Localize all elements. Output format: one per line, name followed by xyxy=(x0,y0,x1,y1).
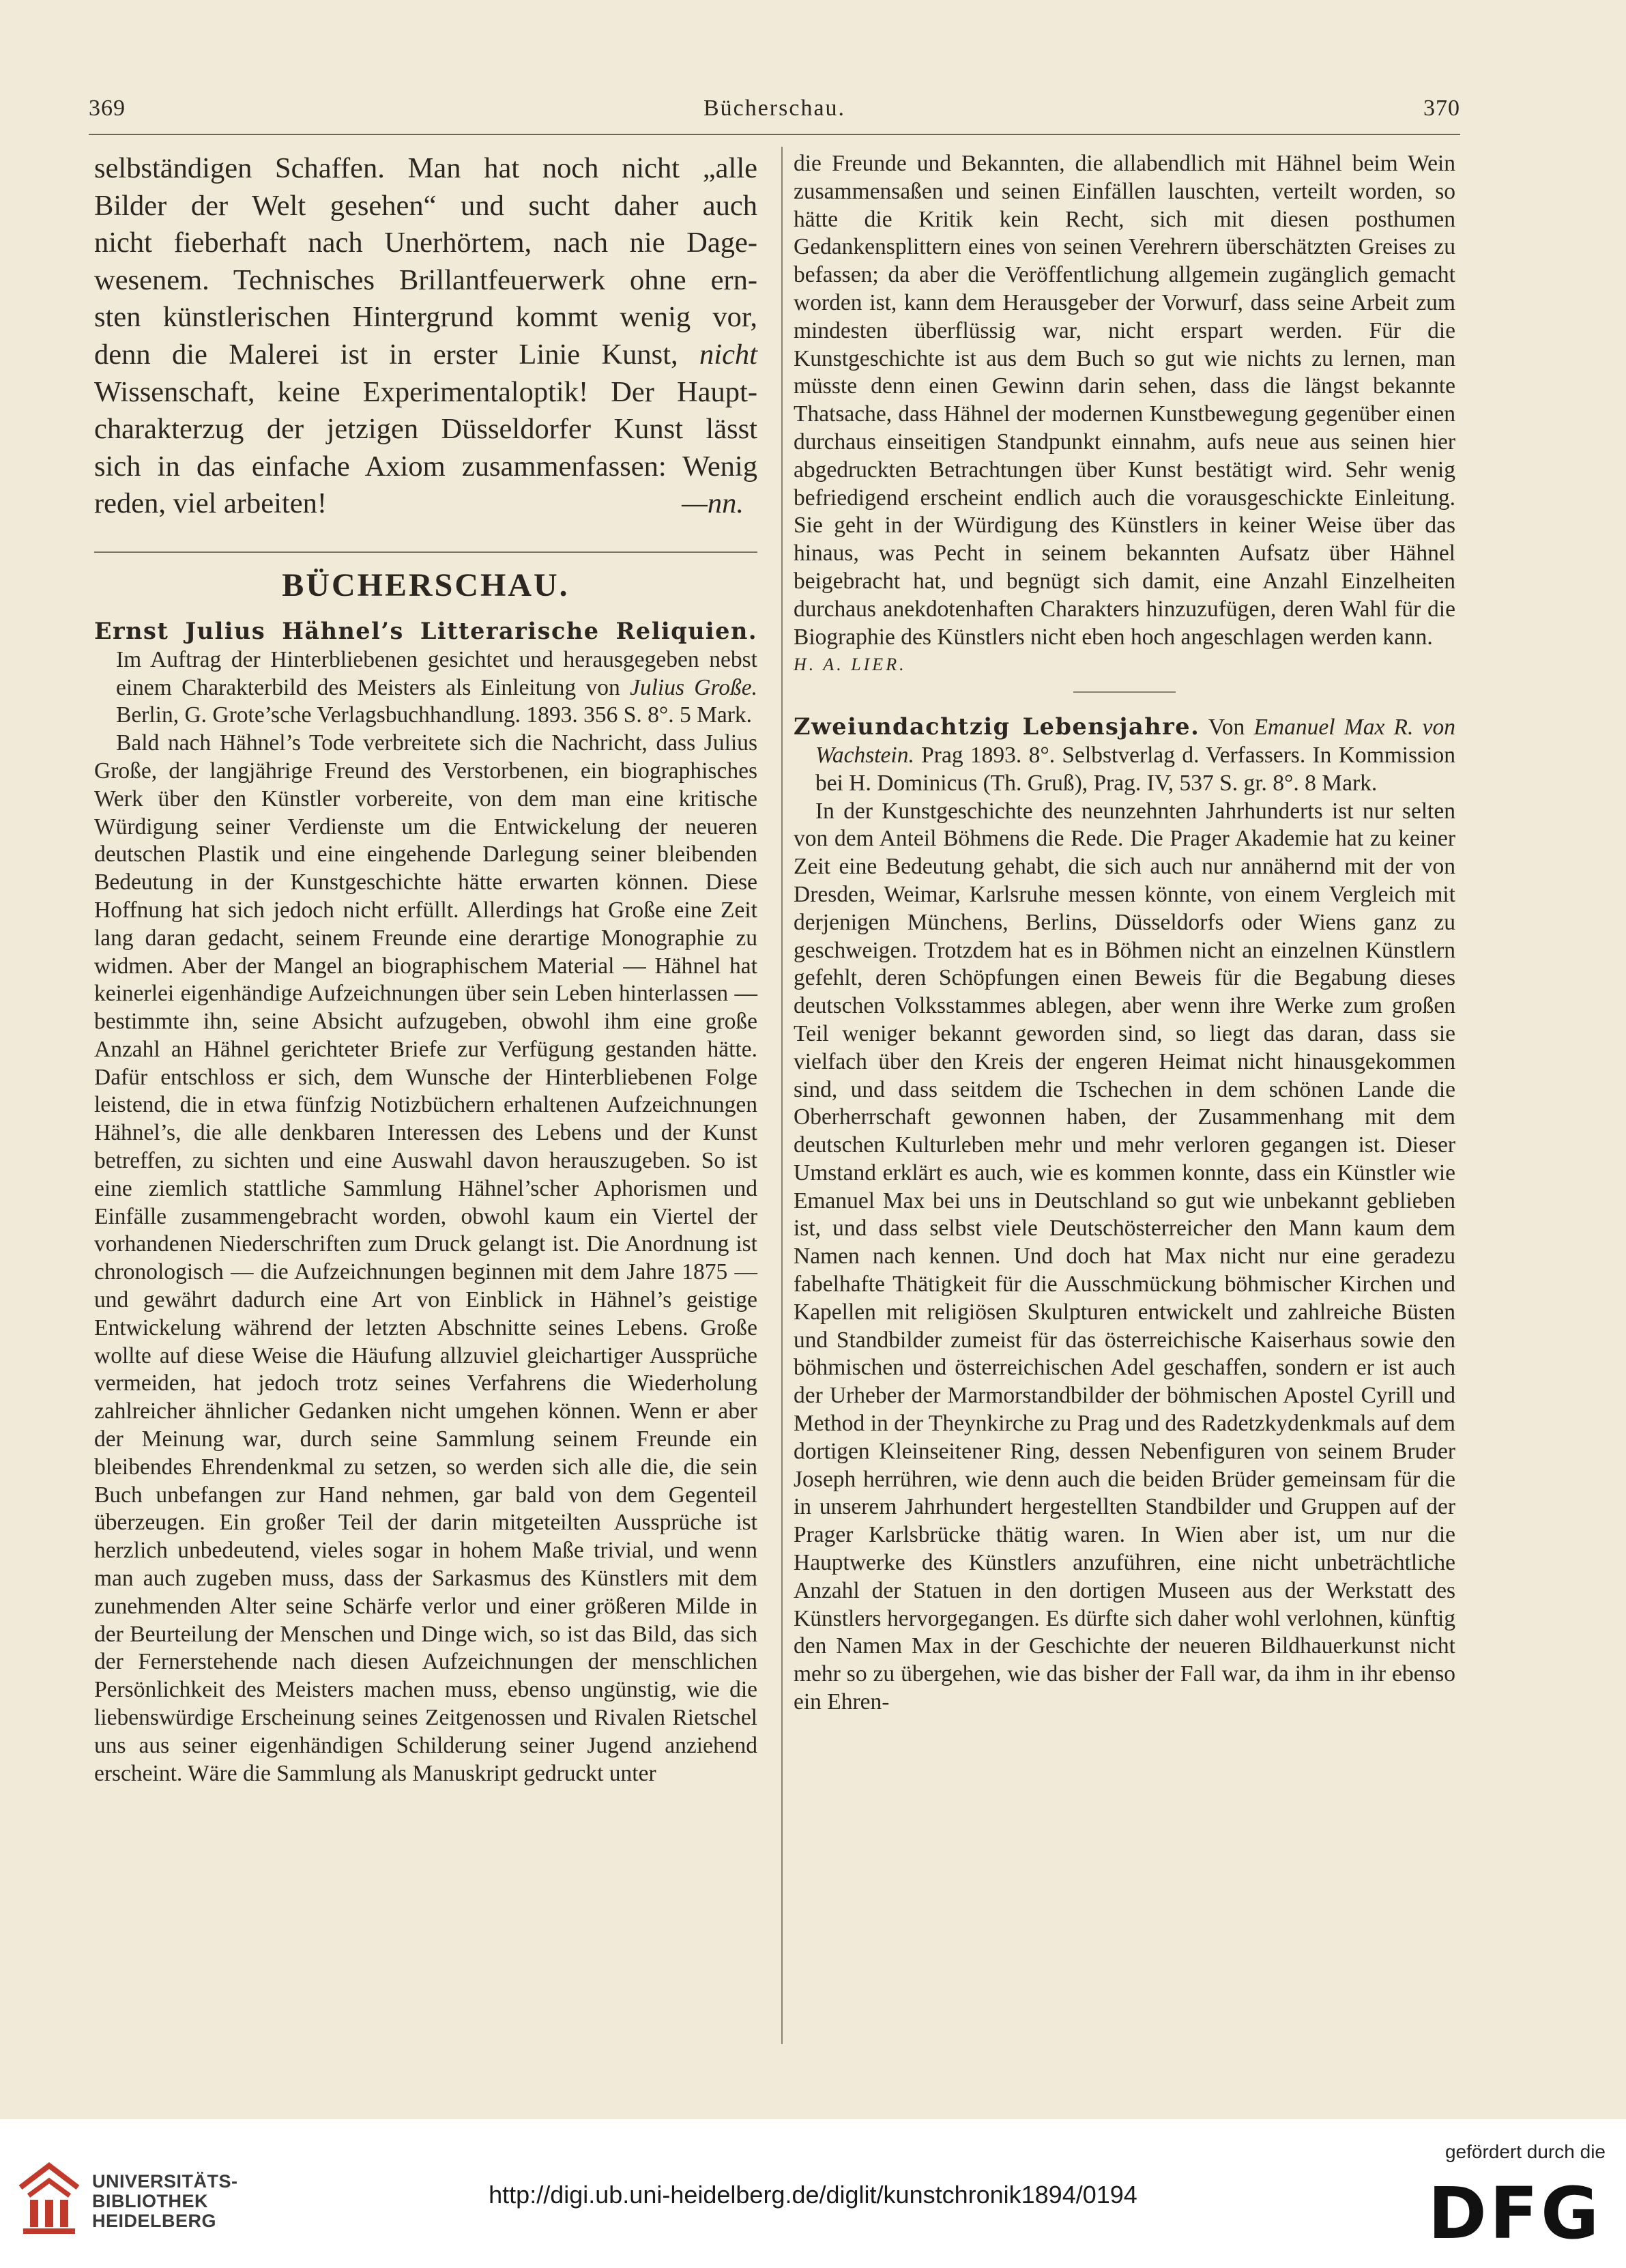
biblio-text: Von xyxy=(1200,715,1254,741)
intro-line: sich in das einfache Axiom zusammenfassen: Wenig xyxy=(94,450,757,483)
review-body: In der Kunstgeschichte des neunzehnten Jahrhunderts ist nur selten von dem Anteil Böhmens die Rede. Die Prager Akademie hat zu keiner Zeit eine Bedeutung gehabt, die sich auch nur annähernd mit der von Dresden, Weimar, Karlsruhe messen könnte, von einem Vergleich mit derjenigen Münchens, Berlins, Düsseldorfs oder Wiens ganz zu geschweigen. Trotzdem hat es in Böhmen nicht an einzelnen Künstlern gefehlt, deren Schöpfungen einen Beweis für die Begabung dieses deutschen Volksstammes ablegen, aber wenn ihre Werke zum großen Teil weniger bekannt geworden sind, so liegt das daran, dass sie vielfach über den Kreis der engeren Heimat nicht hinausgekommen sind, und dass seitdem die Tschechen in dem schönen Lande die Oberherrschaft gewonnen haben, der Zusammenhang mit dem deutschen Kulturleben mehr und mehr verloren gegangen ist. Dieser Umstand erklärt es auch, wie es kommen konnte, dass ein Künstler wie Emanuel Max bei uns in Deutschland so gut wie unbekannt geblieben ist, und dass selbst viele Deutschösterreicher den Mann kaum dem Namen nach kennen. Und doch hat Max nicht nur eine geradezu fabelhafte Thätigkeit für die Ausschmückung böhmischer Kirchen und Kapellen mit religiösen Skulpturen entwickelt und zahlreiche Büsten und Standbilder zumeist für das österreichische Kaiserhaus sowie den böhmischen und österreichischen Adel geschaffen, sondern er ist auch der Urheber der Marmorstandbilder der böhmischen Apostel Cyrill und Method in der Theynkirche zu Prag und des Radetzkydenkmals auf dem dortigen Kleinseitener Ring, dessen Nebenfiguren von seinem Bruder Joseph herrühren, wie denn auch die beiden Brüder gemeinsam für die in unserem Jahrhundert hergestellten Standbilder und Gruppen auf der Prager Karlsbrücke thätig waren. In Wien aber ist, um nur die Hauptwerke des Künstlers anzuführen, eine nicht unbeträchtliche Anzahl der Statuen in den dortigen Museen aus der Werkstatt des Künstlers hervorgegangen. Es dürfte sich daher wohl verlohnen, künftig den Namen Max in der Geschichte der neueren Bildhauerkunst nicht mehr so zu übergehen, wie das bisher der Fall war, da ihm in ihr ebenso ein Ehren- xyxy=(794,798,1455,1715)
bibliographic-entry xyxy=(94,618,757,730)
dfg-logo-icon xyxy=(1428,2179,1602,2244)
biblio-text: Im Auftrag der Hinterbliebenen gesichtet und herausgegeben nebst einem Charakterbild des Meisters als Einleitung von xyxy=(116,646,757,700)
intro-line: Bilder der Welt gesehen“ und sucht daher auch xyxy=(94,189,757,222)
intro-line: reden, viel arbeiten! xyxy=(94,487,327,520)
library-name-line: HEIDELBERG xyxy=(92,2211,217,2231)
left-column xyxy=(94,150,757,1788)
header-rule xyxy=(89,134,1460,135)
page-number-left: 369 xyxy=(89,96,126,121)
emphasis: nicht xyxy=(699,338,757,371)
review-body: Bald nach Hähnel’s Tode verbreitete sich die Nachricht, dass Julius Große, der langjährige Freund des Verstorbenen, ein biographisches Werk über den Künstler vorbereite, von dem man eine kritische Würdigung seiner Verdienste um die Entwickelung der neueren deutschen Plastik und eine eingehende Darlegung seiner bleibenden Bedeutung in der Kunstgeschichte hätte erwarten können. Diese Hoffnung hat sich jedoch nicht erfüllt. Allerdings hat Große eine Zeit lang daran gedacht, seinem Freunde eine derartige Monographie zu widmen. Aber der Mangel an biographischem Material — Hähnel hat keinerlei eigenhändige Aufzeichnungen über sein Leben hinterlassen — bestimmte ihn, seine Absicht aufzugeben, obwohl ihm eine große Anzahl an Hähnel gerichteter Briefe zur Verfügung gestanden hätte. Dafür entschloss er sich, dem Wunsche der Hinterbliebenen Folge leistend, die in etwa fünfzig Notizbüchern erhaltenen Aufzeichnungen Hähnel’s, die alle denkbaren Interessen des Lebens und der Kunst betreffen, zu sichten und eine Auswahl davon herauszugeben. So ist eine ziemlich stattliche Sammlung Hähnel’scher Aphorismen und Einfälle zusammengebracht worden, obwohl kaum ein Viertel der vorhandenen Niederschriften zum Druck gelangt ist. Die Anordnung ist chronologisch — die Aufzeichnungen beginnen mit dem Jahre 1875 — und gewährt dadurch eine Art von Einblick in Hähnel’s geistige Entwickelung während der letzten Abschnitte seines Lebens. Große wollte auf diese Weise die Häufung allzuviel gleichartiger Aussprüche vermeiden, hat jedoch trotz seines Verfahrens die Wiederholung zahlreicher ähnlicher Gedanken nicht umgehen können. Wenn er aber der Meinung war, durch seine Sammlung seinem Freunde ein bleibendes Ehrendenkmal zu setzen, so werden sich alle die, die sein Buch unbefangen zur Hand nehmen, gar bald von dem Gegenteil überzeugen. Ein großer Teil der darin mitgeteilten Aussprüche ist herzlich unbedeutend, vieles sogar in hohem Maße trivial, und wenn man auch zugeben muss, dass der Sarkasmus des Künstlers mit dem zunehmenden Alter seine Schärfe verlor und einer größeren Milde in der Beurteilung der Menschen und Dinge wich, so ist das Bild, das sich der Fernerstehende nach diesen Aufzeichnungen der menschlichen Persönlichkeit des Meisters machen muss, ebenso ungünstig, wie die liebenswürdige Erscheinung seines Zeitgenossen und Rivalen Rietschel uns aus seiner eigenhändigen Schilderung seiner Jugend anziehend erscheint. Wäre die Sammlung als Manuskript gedruckt unter xyxy=(94,730,757,1786)
biblio-text: Berlin, G. Grote’sche Verlagsbuchhandlung. 1893. 356 S. 8°. 5 Mark. xyxy=(116,702,753,728)
column-divider xyxy=(781,147,783,2044)
page-header xyxy=(89,96,1460,130)
dfg-logo-text: DFG xyxy=(1428,2179,1602,2244)
sponsor-caption: gefördert durch die xyxy=(1444,2141,1606,2162)
intro-paragraph xyxy=(94,150,757,523)
book-title: Ernst Julius Hähnel’s Litterarische Reliquien. xyxy=(94,617,757,644)
intro-line: wesenem. Technisches Brillantfeuerwerk ohne ern- xyxy=(94,263,757,296)
library-name-line: UNIVERSITÄTS- xyxy=(92,2171,238,2192)
bibliographic-entry xyxy=(794,713,1455,797)
author-name: Emanuel Max R. von Wachstein. xyxy=(815,715,1455,768)
biblio-text: Prag 1893. 8°. Selbstverlag d. Verfassers. In Kommission bei H. Dominicus (Th. Gruß), Prag. IV, 537 S. gr. 8°. 8 Mark. xyxy=(815,742,1455,796)
intro-line: Wissenschaft, keine Experimentaloptik! Der Haupt- xyxy=(94,375,757,408)
review-body: die Freunde und Bekannten, die allabendlich mit Hähnel beim Wein zusammensaßen und seinen Einfällen lauschten, verteilt worden, so hätte die Kritik kein Recht, sich mit diesen posthumen Gedankensplittern eines von seinen Verehrern überschätzten Greises zu befassen; da aber die Veröffentlichung allgemein zugänglich gemacht worden ist, kann dem Herausgeber der Vorwurf, dass seine Arbeit zum mindesten überflüssig war, nicht erspart werden. Für die Kunstgeschichte ist aus dem Buch so gut wie nichts zu lernen, man müsste denn einen Gewinn darin sehen, dass die längst bekannte Thatsache, dass Hähnel der modernen Kunstbewegung gegenüber einen durchaus einseitigen Standpunkt einnahm, aufs neue aus seinen hier abgedruckten Betrachtungen über Kunst bestätigt wird. Sehr wenig befriedigend erscheint endlich auch die vorausgeschickte Einleitung. Sie geht in der Würdigung des Künstlers in keiner Weise über das hinaus, was Pecht in seinem bekannten Aufsatz über Hähnel beigebracht hat, und begnügt sich damit, eine Anzahl Einzelheiten durchaus anekdotenhaften Charakters hinzuzufügen, deren Wahl für die Biographie des Künstlers nicht eben hoch angeschlagen werden kann. xyxy=(794,151,1455,650)
intro-line: selbständigen Schaffen. Man hat noch nicht „alle xyxy=(94,152,757,184)
section-title: BÜCHERSCHAU. xyxy=(282,566,570,603)
running-title: Bücherschau. xyxy=(703,96,846,121)
intro-signature: —nn. xyxy=(682,487,744,520)
right-column xyxy=(794,150,1455,1717)
section-rule xyxy=(94,551,757,553)
review-hahnel xyxy=(94,618,757,1788)
source-url-link[interactable]: http://digi.ub.uni-heidelberg.de/diglit/kunstchronik1894/0194 xyxy=(489,2181,1137,2209)
review-wachstein xyxy=(794,713,1455,1717)
page-number-right: 370 xyxy=(1423,96,1460,121)
library-name-line: BIBLIOTHEK xyxy=(92,2191,208,2211)
intro-line: denn die Malerei ist in erster Linie Kunst, nicht xyxy=(94,338,757,371)
intro-line: charakterzug der jetzigen Düsseldorfer Kunst lässt xyxy=(94,413,757,446)
intro-line: sten künstlerischen Hintergrund kommt wenig vor, xyxy=(94,301,757,334)
intro-line-last xyxy=(94,485,757,523)
reviewer-signature: H. A. LIER. xyxy=(794,655,907,675)
book-title: Zweiundachtzig Lebensjahre. xyxy=(794,713,1200,741)
intro-line: nicht fieberhaft nach Unerhörtem, nach nie Dage- xyxy=(94,227,757,259)
digitization-footer xyxy=(0,2119,1626,2268)
review-hahnel-continued xyxy=(794,150,1455,679)
separator-rule xyxy=(1073,691,1176,693)
editor-name: Julius Große. xyxy=(629,674,757,700)
